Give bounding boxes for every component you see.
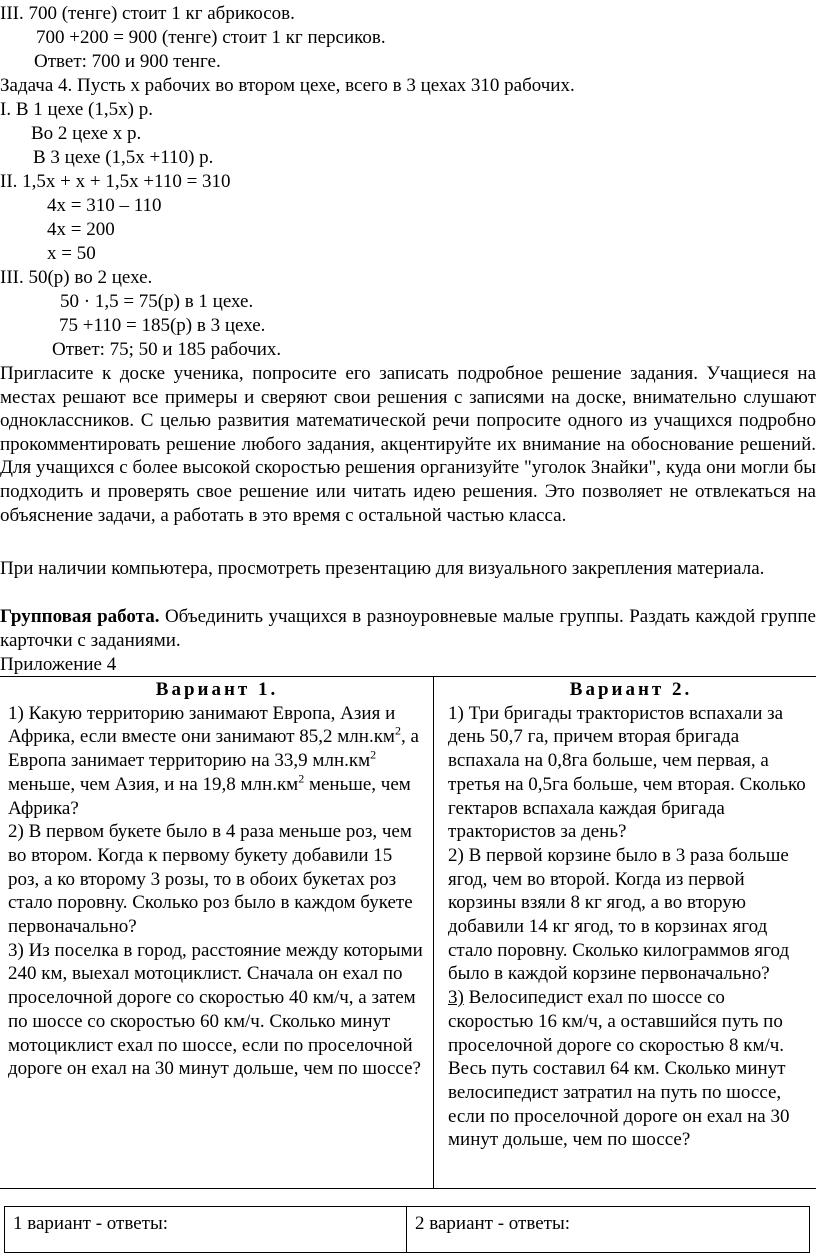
equation-line: II. 1,5х + х + 1,5х +110 = 310 [0, 171, 231, 192]
variant-2-question-1: 1) Три бригады трактористов вспахали за день 50,7 га, причем вторая бригада вспахала на 0,8га больше, чем первая, а третья на 0,5га больше, чем вторая. Сколько гектаров вспахала каждая бригада трактористов за день? [448, 702, 806, 843]
table-bottom-border [0, 1188, 816, 1189]
solution-line: III. 50(р) во 2 цехе. [0, 267, 153, 288]
solution-line: 50 · 1,5 = 75(р) в 1 цехе. [60, 291, 254, 312]
answer-line: Ответ: 75; 50 и 185 рабочих. [52, 339, 282, 360]
instruction-paragraph: Пригласите к доске ученика, попросите его записать подробное решение задания. Учащиеся на местах решают все примеры и сверяют свои решения с записями на доске, внимательно слушают одноклассников. С целью развития математической речи попросите одного из учащихся подробно прокомментировать решение любого задания, акцентируйте их внимание на обоснование решений. Для учащихся с более высокой скоростью решения организуйте "уголок Знайки", куда они могли бы подходить и проверять свое решение или читать идею решения. Это позволяет не отвлекаться на объяснение задачи, а работать в это время с остальной частью класса. [0, 363, 816, 526]
variant-1-question-3: 3) Из поселка в город, расстояние между которыми 240 км, выехал мотоциклист. Сначала он ехал по проселочной дороге со скоростью 40 км/ч, а затем по шоссе со скоростью 60 км/ч. Сколько минут мотоциклист ехал по шоссе, если по проселочной дороге он ехал на 30 минут дольше, чем по шоссе? [8, 939, 423, 1080]
table-column-divider [433, 676, 434, 1189]
variant-2-question-3: 3) Велосипедист ехал по шоссе со скоростью 16 км/ч, а оставшийся путь по проселочной дороге со скоростью 8 км/ч. Весь путь составил 64 км. Сколько минут велосипедист затратил на путь по шоссе, если по проселочной дороге он ехал на 30 минут дольше, чем по шоссе? [448, 987, 790, 1151]
solution-line: I. В 1 цехе (1,5х) р. [0, 99, 153, 120]
solution-line: В 3 цехе (1,5х +110) р. [33, 147, 214, 168]
equation-line: х = 50 [47, 243, 96, 264]
computer-paragraph: При наличии компьютера, просмотреть презентацию для визуального закрепления материала. [0, 558, 765, 579]
variant-1-heading: Вариант 1. [155, 679, 279, 700]
solution-line: III. 700 (тенге) стоит 1 кг абрикосов. [0, 3, 295, 24]
answer-line: Ответ: 700 и 900 тенге. [34, 51, 221, 72]
solution-line: Во 2 цехе х р. [31, 123, 142, 144]
variant-2-question-2: 2) В первой корзине было в 3 раза больше ягод, чем во второй. Когда из первой корзины взяли 8 кг ягод, а во вторую добавили 14 кг ягод, то в корзинах ягод стало поровну. Сколько килограммов ягод было в каждой корзине первоначально? [448, 844, 790, 985]
table-top-border [0, 676, 816, 677]
task-heading: Задача 4. Пусть х рабочих во втором цехе, всего в 3 цехах 310 рабочих. [0, 75, 575, 96]
solution-line: 75 +110 = 185(р) в 3 цехе. [59, 315, 266, 336]
variant-1-question-1: 1) Какую территорию занимают Европа, Азия и Африка, если вместе они занимают 85,2 $млн.км^2$, а Европа занимает территорию на 33,9 $млн.км^2$ меньше, чем Азия, и на 19,8 $млн.км^2$ меньше, чем Африка? [8, 702, 419, 819]
solution-line: 700 +200 = 900 (тенге) стоит 1 кг персиков. [36, 27, 386, 48]
group-work-text: Объединить учащихся в разноуровневые малые группы. Раздать каждой группе карточки с заданиями. [0, 606, 816, 651]
variant-2-heading: Вариант 2. [569, 679, 693, 700]
variant-1-answers-label: 1 вариант - ответы: [13, 1213, 168, 1234]
group-work-label: Групповая работа. [0, 606, 160, 627]
appendix-label: Приложение 4 [0, 654, 117, 675]
equation-line: 4х = 200 [47, 219, 115, 240]
variant-1-question-2: 2) В первом букете было в 4 раза меньше роз, чем во втором. Когда к первому букету добавили 15 роз, а ко второму 3 розы, то в обоих букетах роз стало поровну. Сколько роз было в каждом букете первоначально? [8, 821, 413, 938]
answers-divider [406, 1206, 407, 1253]
variant-1-card [8, 678, 426, 1081]
group-work-paragraph [0, 605, 816, 652]
variant-2-answers-label: 2 вариант - ответы: [415, 1213, 570, 1234]
equation-line: 4х = 310 – 110 [47, 195, 162, 216]
variant-2-card [448, 678, 814, 1152]
